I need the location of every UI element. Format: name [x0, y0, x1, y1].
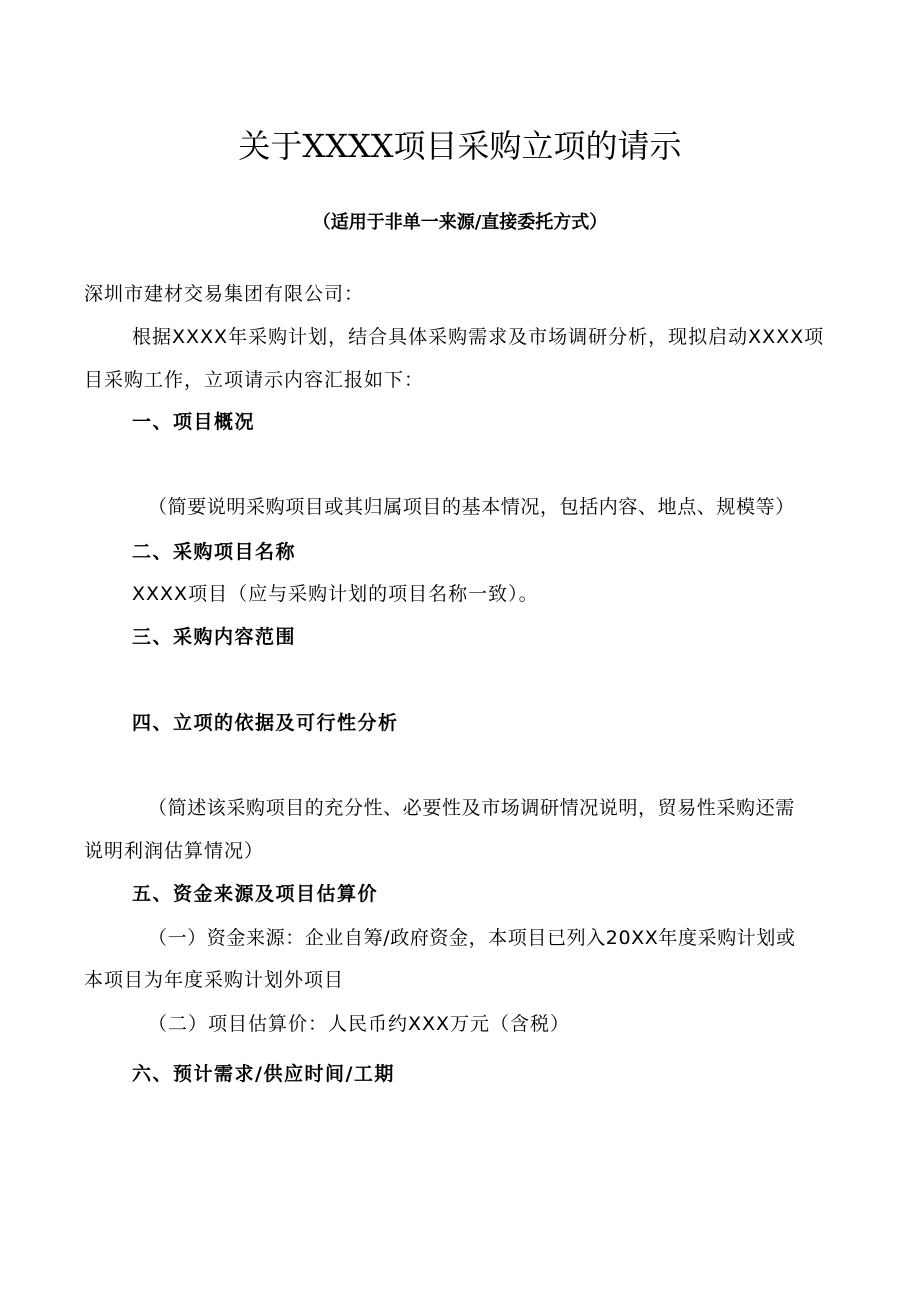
section-2-text: XXXX项目（应与采购计划的项目名称一致）。: [132, 583, 539, 605]
section-1-note: （简要说明采购项目或其归属项目的基本情况，包括内容、地点、规模等）: [148, 496, 795, 518]
section-6-heading: 六、预计需求/供应时间/工期: [132, 1063, 395, 1085]
section-3-heading: 三、采购内容范围: [132, 626, 297, 648]
section-2-heading: 二、采购项目名称: [132, 541, 297, 563]
section-5-item-1-line-2: 本项目为年度采购计划外项目: [84, 969, 345, 991]
section-4-note-line-1: （简述该采购项目的充分性、必要性及市场调研情况说明，贸易性采购还需: [148, 797, 795, 819]
section-1-heading: 一、项目概况: [132, 411, 256, 433]
section-5-heading: 五、资金来源及项目估算价: [132, 883, 379, 905]
intro-paragraph-line-1: 根据XXXX年采购计划，结合具体采购需求及市场调研分析，现拟启动XXXX项: [132, 326, 825, 348]
section-4-note-line-2: 说明利润估算情况）: [84, 840, 265, 862]
section-5-item-1-line-1: （一）资金来源：企业自筹/政府资金，本项目已列入20XX年度采购计划或: [148, 927, 796, 949]
section-4-heading: 四、立项的依据及可行性分析: [132, 712, 399, 734]
section-5-item-2: （二）项目估算价：人民币约XXX万元（含税）: [148, 1013, 571, 1035]
document-subtitle: （适用于非单一来源/直接委托方式）: [312, 212, 608, 233]
intro-paragraph-line-2: 目采购工作，立项请示内容汇报如下：: [84, 369, 425, 391]
addressee: 深圳市建材交易集团有限公司：: [84, 283, 365, 305]
document-title: 关于XXXX项目采购立项的请示: [238, 127, 682, 165]
